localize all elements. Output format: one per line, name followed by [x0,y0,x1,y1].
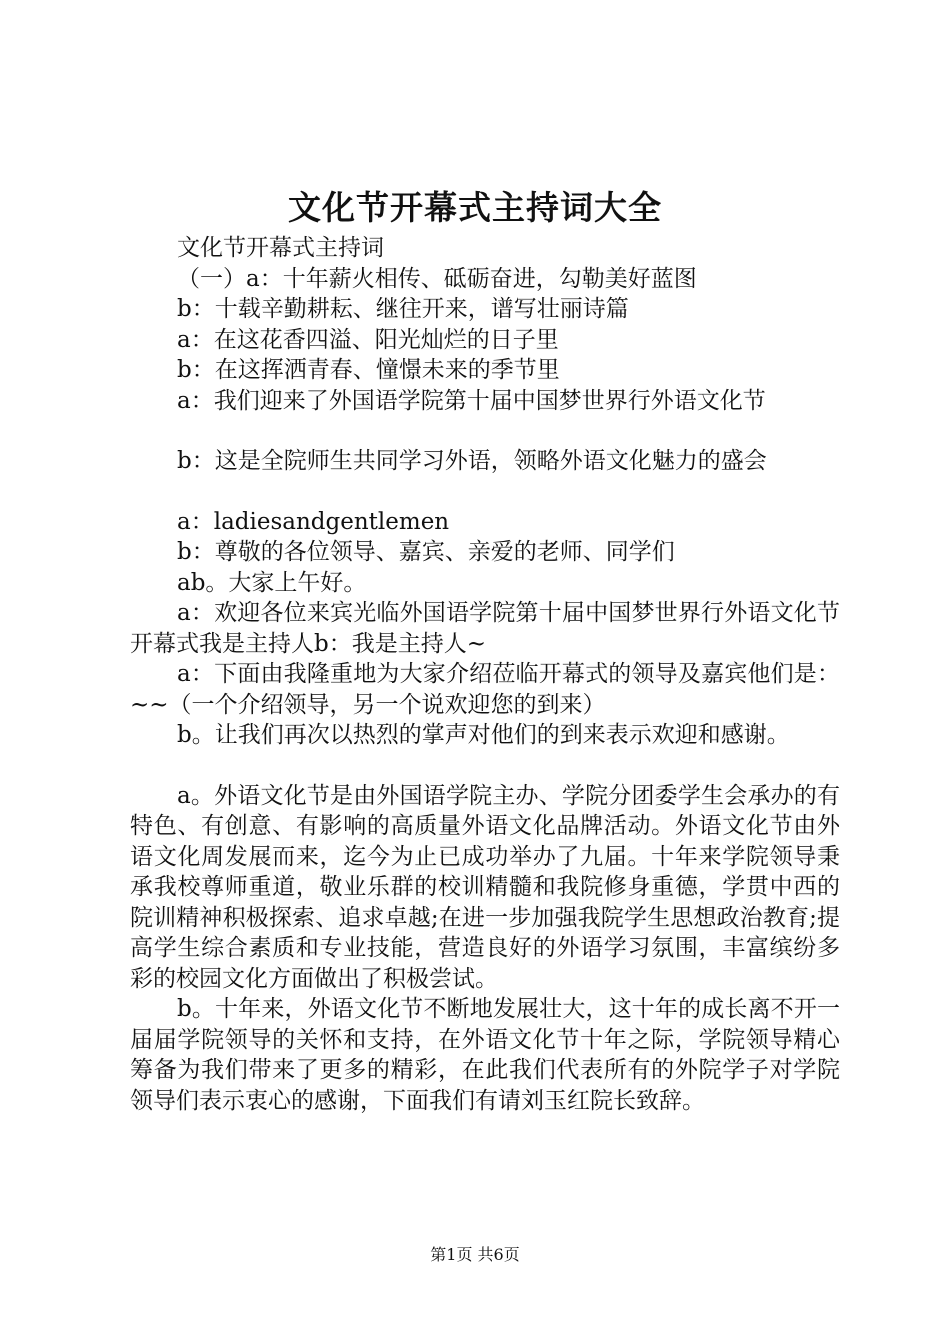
paragraph: a：下面由我隆重地为大家介绍莅临开幕式的领导及嘉宾他们是：~~（一个介绍领导，另一个说欢迎您的到来） [130,661,840,718]
paragraph: b。十年来，外语文化节不断地发展壮大，这十年的成长离不开一届届学院领导的关怀和支持，在外语文化节十年之际，学院领导精心筹备为我们带来了更多的精彩，在此我们代表所有的外院学子对学院领导们表示衷心的感谢，下面我们有请刘玉红院长致辞。 [130,996,840,1114]
dialogue-line: b：尊敬的各位领导、嘉宾、亲爱的老师、同学们 [177,539,675,565]
dialogue-line: b：这是全院师生共同学习外语，领略外语文化魅力的盛会 [177,448,767,474]
paragraph: b。让我们再次以热烈的掌声对他们的到来表示欢迎和感谢。 [177,722,790,748]
paragraph: a：欢迎各位来宾光临外国语学院第十届中国梦世界行外语文化节开幕式我是主持人b：我是主持人~ [130,600,840,657]
subtitle-line: 文化节开幕式主持词 [177,235,384,261]
paragraph: a。外语文化节是由外国语学院主办、学院分团委学生会承办的有特色、有创意、有影响的高质量外语文化品牌活动。外语文化节由外语文化周发展而来，迄今为止已成功举办了九届。十年来学院领导秉承我校尊师重道，敬业乐群的校训精髓和我院修身重德，学贯中西的院训精神积极探索、追求卓越;在进一步加强我院学生思想政治教育;提高学生综合素质和专业技能，营造良好的外语学习氛围，丰富缤纷多彩的校园文化方面做出了积极尝试。 [130,782,840,992]
dialogue-line: a：在这花香四溢、阳光灿烂的日子里 [177,326,559,353]
dialogue-line: b：在这挥洒青春、憧憬未来的季节里 [177,357,560,383]
page-footer: 第1页 共6页 [430,1245,520,1264]
dialogue-line: （一）a：十年薪火相传、砥砺奋进，勾勒美好蓝图 [177,265,697,292]
dialogue-line: b：十载辛勤耕耘、继往开来，谱写壮丽诗篇 [177,296,629,322]
dialogue-line: a：ladiesandgentlemen [177,508,450,535]
document-body [130,233,840,1116]
page-title: 文化节开幕式主持词大全 [288,188,662,227]
dialogue-line: a：我们迎来了外国语学院第十届中国梦世界行外语文化节 [177,387,766,414]
dialogue-line: ab。大家上午好。 [177,569,367,596]
